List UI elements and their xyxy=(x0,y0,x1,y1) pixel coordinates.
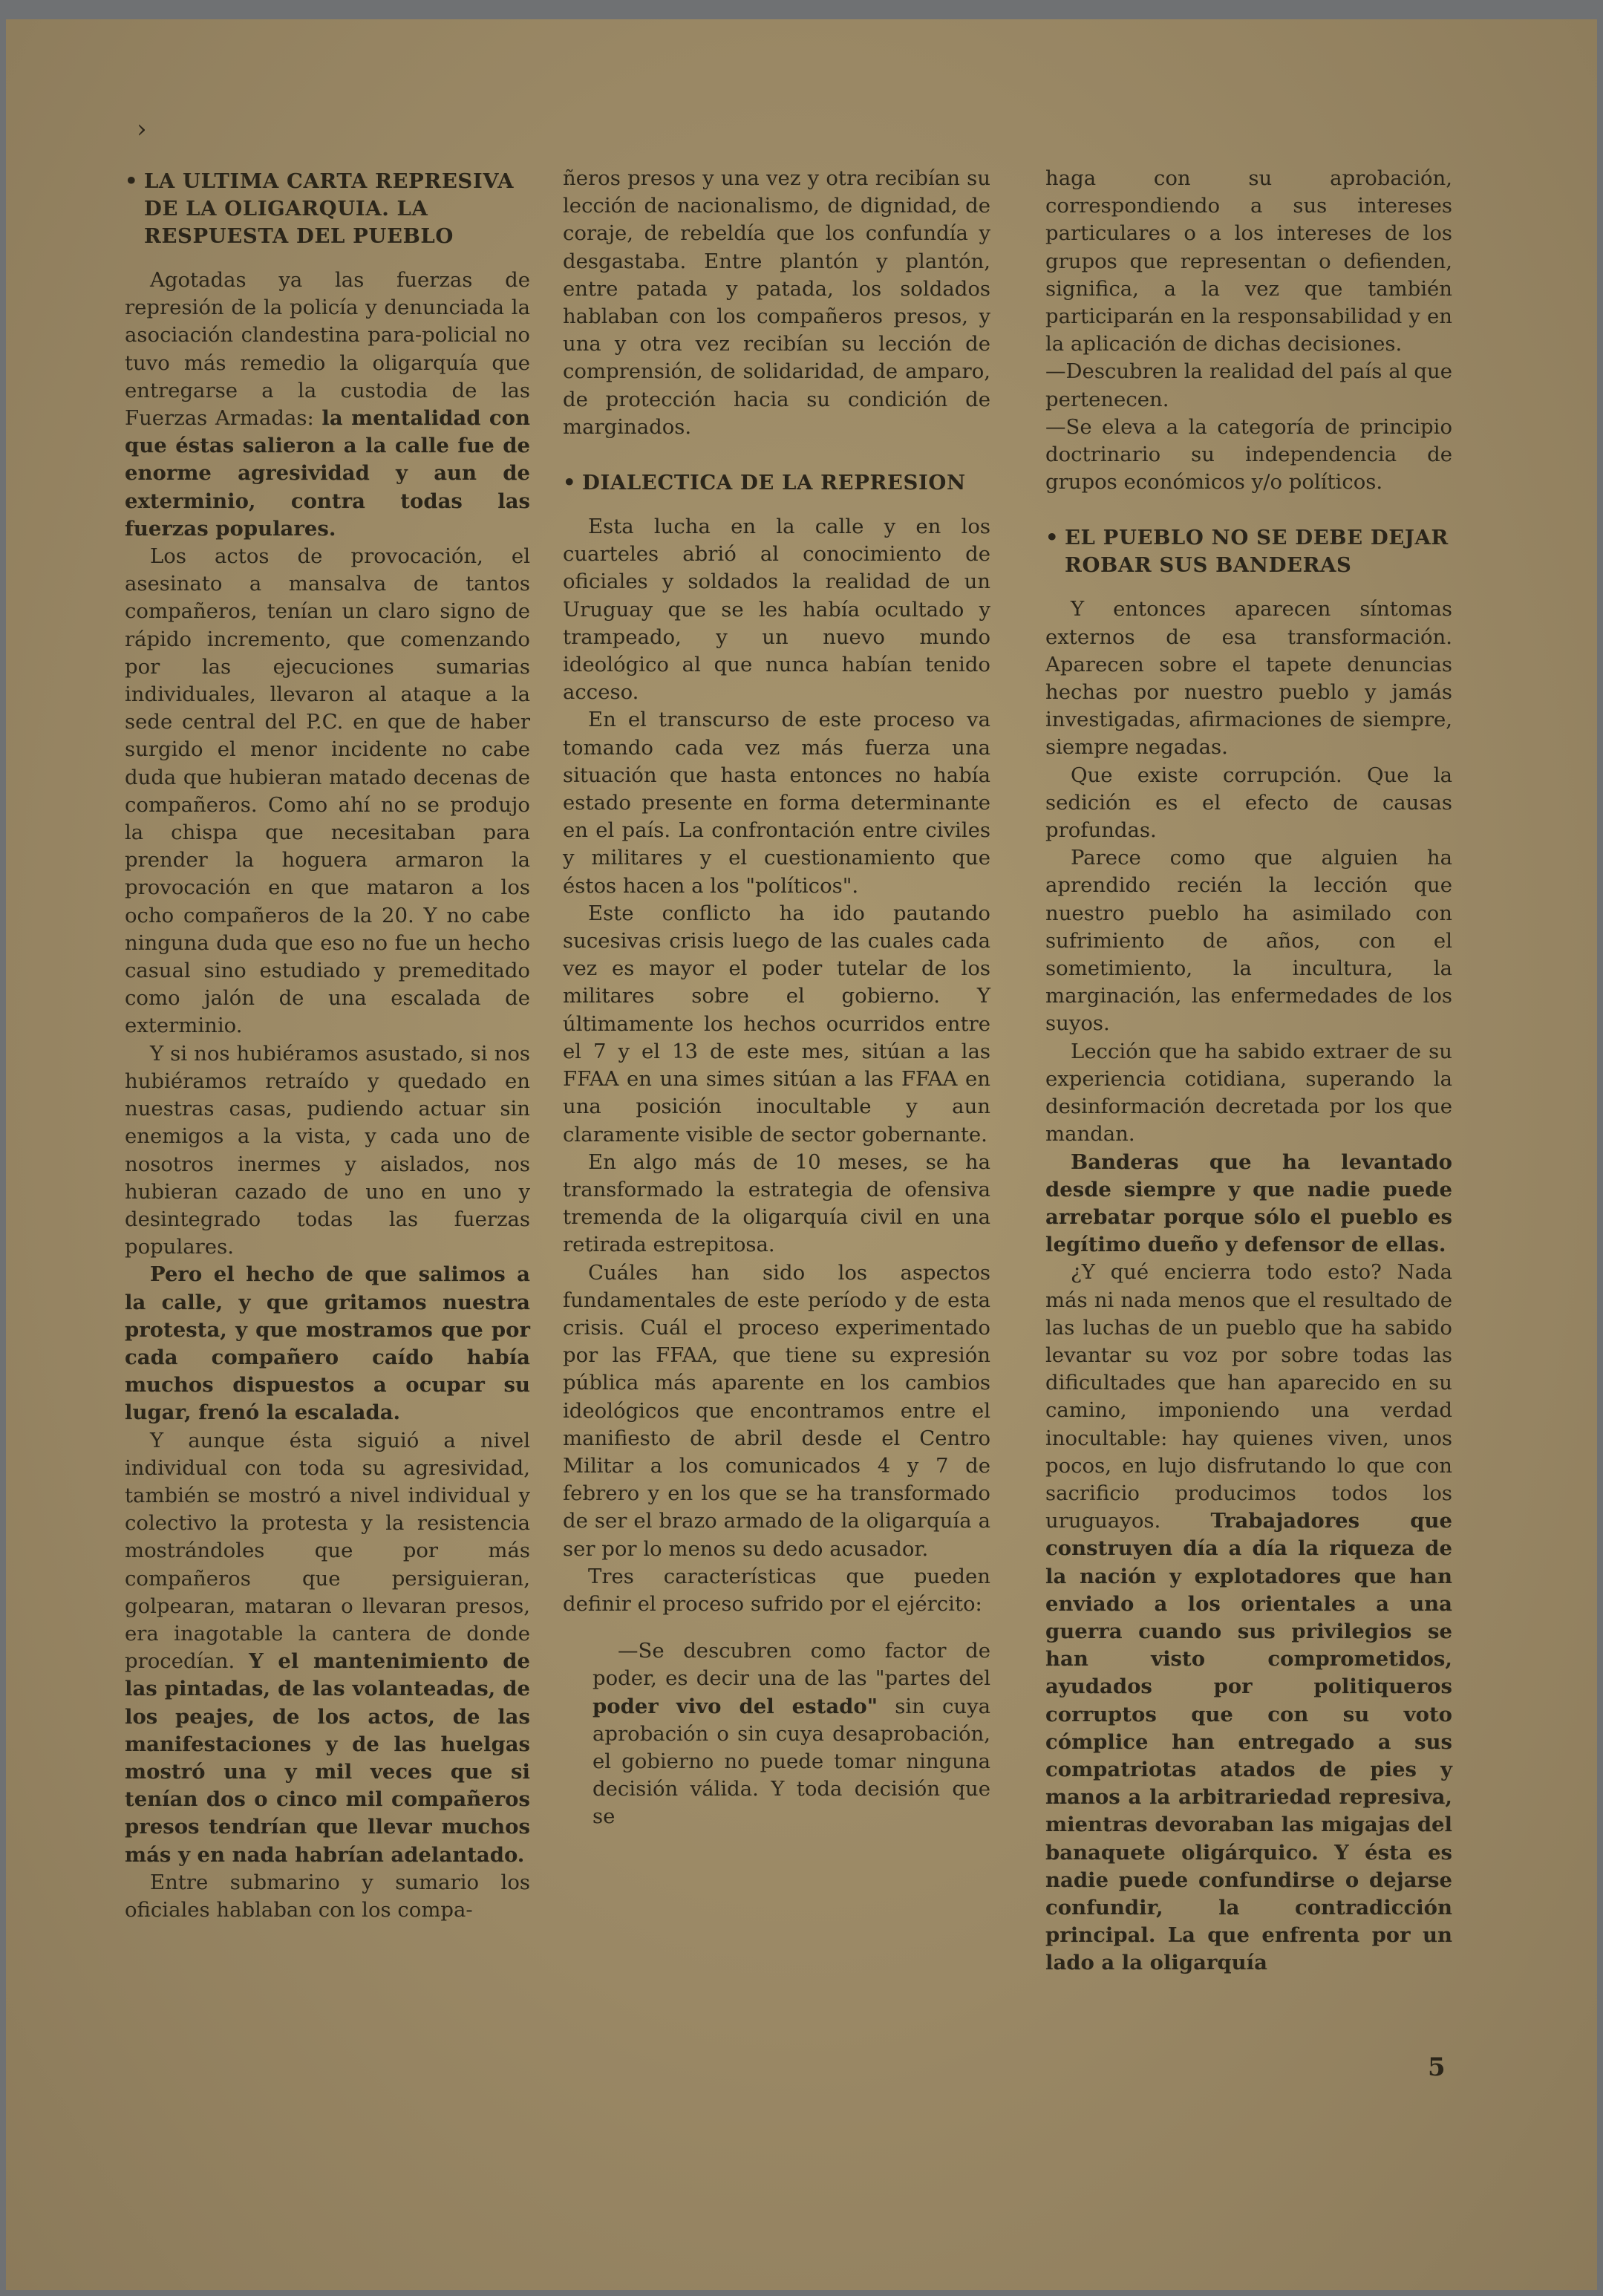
paragraph: Parece como que alguien ha aprendido recién la lección que nuestro pueblo ha asimilado con sufrimiento de años, con el sometimiento, la incultura, la marginación, las enfermedades de los suyos. xyxy=(1045,846,1452,1036)
paragraph: Este conflicto ha ido pautando sucesivas crisis luego de las cuales cada vez es mayor el poder tutelar de los militares sobre el gobierno. Y últimamente los hechos ocurridos entre el 7 y el 13 de este mes, sitúan a las FFAA en una simes sitúan a las FFAA en una posición inocultable y aun claramente visible de sector gobernante. xyxy=(563,901,990,1147)
paragraph: Que existe corrupción. Que la sedición es el efecto de causas profundas. xyxy=(1045,763,1452,843)
bullet-icon: • xyxy=(563,471,577,495)
paragraph: Entre submarino y sumario los oficiales hablaban con los compa- xyxy=(125,1870,530,1922)
paragraph: Pero el hecho de que salimos a la calle, y que gritamos nuestra protesta, y que mostramos que por cada compañero caído había muchos dispuestos a ocupar su lugar, frenó la escalada. xyxy=(125,1262,530,1425)
bullet-icon: • xyxy=(1045,526,1060,550)
newspaper-page xyxy=(6,19,1597,2290)
bullet-icon: • xyxy=(125,169,139,193)
section-heading-pueblo: • EL PUEBLO NO SE DEBE DEJAR ROBAR SUS BANDERAS xyxy=(1045,526,1449,578)
paragraph: Banderas que ha levantado desde siempre y que nadie puede arrebatar porque sólo el pueblo es legítimo dueño y defensor de ellas. xyxy=(1045,1149,1452,1257)
paragraph: ñeros presos y una vez y otra recibían su lección de nacionalismo, de dignidad, de coraje, de rebeldía que los confundía y desgastaba. Entre plantón y plantón, entre patada y patada, los soldados hablaban con los compañeros presos, y una y otra vez recibían su lección de comprensión, de solidaridad, de amparo, de protección hacia su condición de marginados. xyxy=(563,166,990,439)
column-3 xyxy=(1045,165,1452,1977)
column-1 xyxy=(125,168,530,1924)
page-number: 5 xyxy=(1428,2052,1446,2082)
paragraph: —Se eleva a la categoría de principio doctrinario su independencia de grupos económicos y/o políticos. xyxy=(1045,414,1452,495)
paragraph: —Se descubren como factor de poder, es decir una de las "partes del poder vivo del estado" sin cuya aprobación o sin cuya desaprobación, el gobierno no puede tomar ninguna decisión válida. Y toda decisión que se xyxy=(592,1639,990,1829)
column-2 xyxy=(563,165,990,1831)
paragraph: Tres características que pueden definir el proceso sufrido por el ejército: xyxy=(563,1564,990,1616)
paragraph: En el transcurso de este proceso va tomando cada vez más fuerza una situación que hasta entonces no había estado presente en forma determinante en el país. La confrontación entre civiles y militares y el cuestionamiento que éstos hacen a los "políticos". xyxy=(563,708,990,898)
paragraph: Esta lucha en la calle y en los cuarteles abrió al conocimiento de oficiales y soldados la realidad de un Uruguay que se les había ocultado y trampeado, y un nuevo mundo ideológico al que nunca habían tenido acceso. xyxy=(563,515,990,705)
paragraph: Y entonces aparecen síntomas externos de esa transformación. Aparecen sobre el tapete denuncias hechas por nuestro pueblo y jamás investigadas, afirmaciones de siempre, siempre negadas. xyxy=(1045,597,1452,760)
paragraph: ¿Y qué encierra todo esto? Nada más ni nada menos que el resultado de las luchas de un pueblo que ha sabido levantar su voz por sobre todas las dificultades que han aparecido en su camino, imponiendo una verdad inocultable: hay quienes viven, unos pocos, en lujo disfrutando lo que con sacrificio producimos todos los uruguayos. Trabajadores que construyen día a día la riqueza de la nación y explotadores que han enviado a los orientales a una guerra cuando sus privilegios se han visto comprometidos, ayudados por politiqueros corruptos que con su voto cómplice han entregado a sus compatriotas atados de pies y manos a la arbitrariedad represiva, mientras devoraban las migajas del banaquete oligárquico. Y ésta es nadie puede confundirse o dejarse confundir, la contradicción principal. La que enfrenta por un lado a la oligarquía xyxy=(1045,1260,1453,1975)
paragraph: Y si nos hubiéramos asustado, si nos hubiéramos retraído y quedado en nuestras casas, pudiendo actuar sin enemigos a la vista, y cada uno de nosotros inermes y aislados, nos hubieran cazado de uno en uno y desintegrado todas las fuerzas populares. xyxy=(125,1041,530,1259)
page-mark: › xyxy=(137,114,147,144)
section-heading-ultima-carta: • LA ULTIMA CARTA REPRESIVA DE LA OLIGARQUIA. LA RESPUESTA DEL PUEBLO xyxy=(125,169,515,248)
section-heading-dialectica: • DIALECTICA DE LA REPRESION xyxy=(582,469,990,497)
paragraph: Lección que ha sabido extraer de su experiencia cotidiana, superando la desinformación decretada por los que mandan. xyxy=(1045,1039,1452,1147)
paragraph: —Descubren la realidad del país al que pertenecen. xyxy=(1045,359,1452,411)
paragraph: Y aunque ésta siguió a nivel individual con toda su agresividad, también se mostró a nivel individual y colectivo la protesta y la resistencia mostrándoles que por más compañeros que persiguieran, golpearan, mataran o llevaran presos, era inagotable la cantera de donde procedían. Y el mantenimiento de las pintadas, de las volanteadas, de los peajes, de los actos, de las manifestaciones y de las huelgas mostró una y mil veces que si tenían dos o cinco mil compañeros presos tendrían que llevar muchos más y en nada habrían adelantado. xyxy=(125,1428,530,1867)
paragraph: Los actos de provocación, el asesinato a mansalva de tantos compañeros, tenían un claro signo de rápido incremento, que comenzando por las ejecuciones sumarias individuales, llevaron al ataque a la sede central del P.C. en que de haber surgido el menor incidente no cabe duda que hubieran matado decenas de compañeros. Como ahí no se produjo la chispa que necesitaban para prender la hoguera armaron la provocación en que mataron a los ocho compañeros de la 20. Y no cabe ninguna duda que eso no fue un hecho casual sino estudiado y premeditado como jalón de una escalada de exterminio. xyxy=(125,544,530,1038)
paragraph: Agotadas ya las fuerzas de represión de la policía y denunciada la asociación clandestina para-policial no tuvo más remedio la oligarquía que entregarse a la custodia de las Fuerzas Armadas: la mentalidad con que éstas salieron a la calle fue de enorme agresividad y aun de exterminio, contra todas las fuerzas populares. xyxy=(125,268,530,541)
paragraph: En algo más de 10 meses, se ha transformado la estrategia de ofensiva tremenda de la oligarquía civil en una retirada estrepitosa. xyxy=(563,1149,990,1257)
paragraph: Cuáles han sido los aspectos fundamentales de este período y de esta crisis. Cuál el proceso experimentado por las FFAA, que tiene su expresión pública más aparente en los cambios ideológicos que encontramos entre el manifiesto de abril desde el Centro Militar a los comunicados 4 y 7 de febrero y en los que se ha transformado de ser el brazo armado de la oligarquía a ser por lo menos su dedo acusador. xyxy=(563,1260,990,1561)
paragraph: haga con su aprobación, correspondiendo a sus intereses particulares o a los intereses de los grupos que representan o defienden, significa, a la vez que también participarán en la responsabilidad y en la aplicación de dichas decisiones. xyxy=(1045,166,1452,356)
